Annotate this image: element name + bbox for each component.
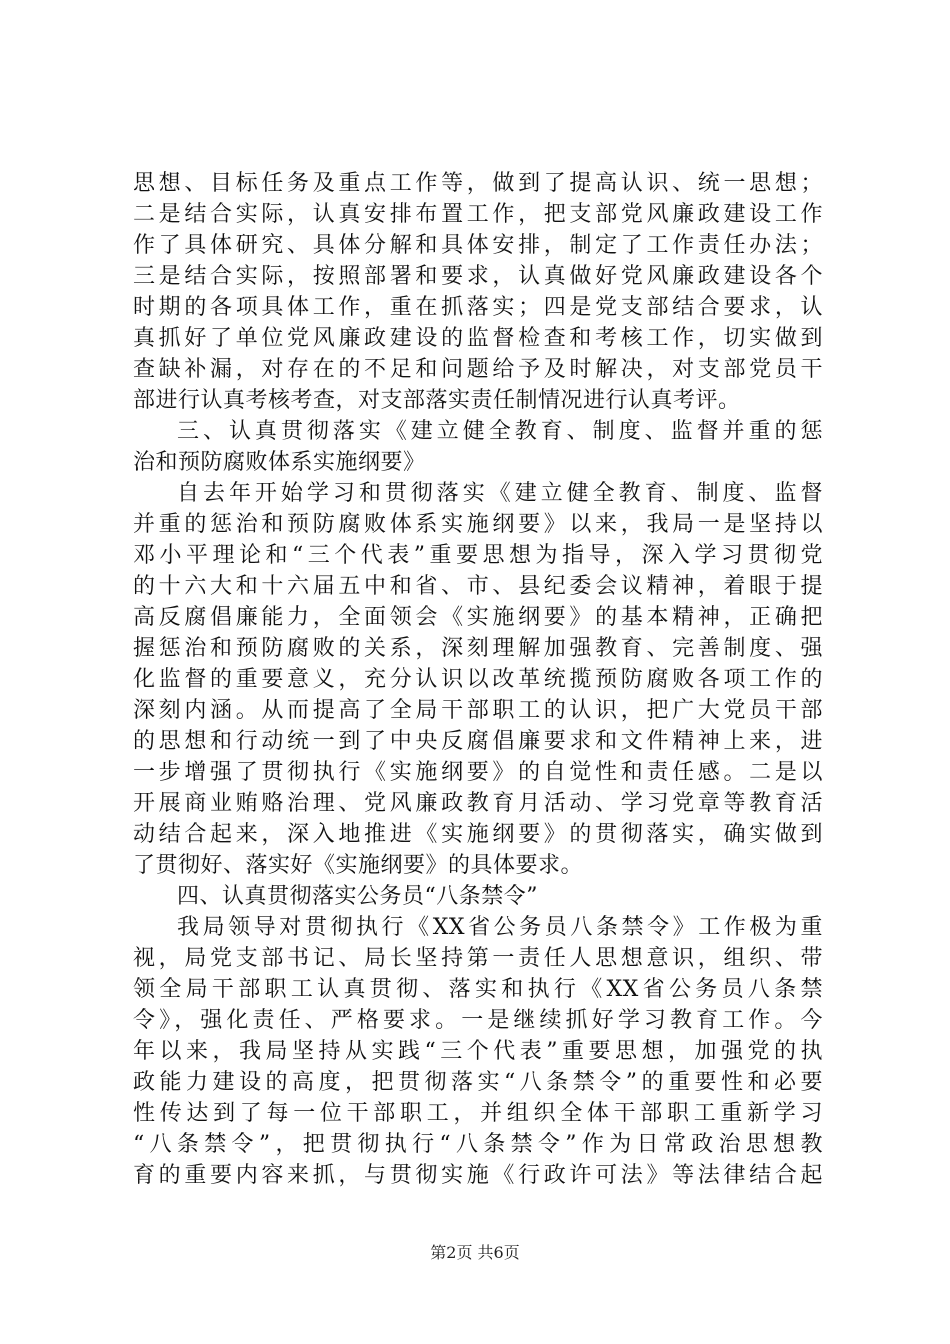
text-line: 的十六大和十六届五中和省、市、县纪委会议精神，着眼于提: [133, 574, 823, 599]
text-line: 深刻内涵。从而提高了全局干部职工的认识，把广大党员干部: [133, 698, 823, 723]
text-line: 的思想和行动统一到了中央反腐倡廉要求和文件精神上来，进: [133, 729, 823, 754]
text-line: 并重的惩治和预防腐败体系实施纲要》以来，我局一是坚持以: [133, 512, 823, 537]
section-heading-4: 四、认真贯彻落实公务员“八条禁令”: [177, 884, 538, 909]
text-line: “八条禁令”，把贯彻执行“八条禁令”作为日常政治思想教: [133, 1132, 823, 1157]
text-line: 领全局干部职工认真贯彻、落实和执行《XX省公务员八条禁: [133, 977, 823, 1002]
text-line: 视，局党支部书记、局长坚持第一责任人思想意识，组织、带: [133, 946, 823, 971]
section-heading-3-cont: 治和预防腐败体系实施纲要》: [133, 450, 426, 475]
text-line: 作了具体研究、具体分解和具体安排，制定了工作责任办法；: [133, 233, 823, 258]
body-text: [133, 168, 823, 1191]
text-line: 动结合起来，深入地推进《实施纲要》的贯彻落实，确实做到: [133, 822, 823, 847]
text-line: 我局领导对贯彻执行《XX省公务员八条禁令》工作极为重: [177, 915, 823, 940]
text-line: 开展商业贿赂治理、党风廉政教育月活动、学习党章等教育活: [133, 791, 823, 816]
text-line: 邓小平理论和“三个代表”重要思想为指导，深入学习贯彻党: [133, 543, 823, 568]
text-line: 了贯彻好、落实好《实施纲要》的具体要求。: [133, 853, 584, 878]
text-line: 令》，强化责任、严格要求。一是继续抓好学习教育工作。今: [133, 1008, 823, 1033]
text-line: 握惩治和预防腐败的关系，深刻理解加强教育、完善制度、强: [133, 636, 823, 661]
text-line: 真抓好了单位党风廉政建设的监督检查和考核工作，切实做到: [133, 326, 823, 351]
section-heading-3: 三、认真贯彻落实《建立健全教育、制度、监督并重的惩: [177, 419, 823, 444]
page-footer: 第2页 共6页: [430, 1243, 520, 1262]
text-line: 化监督的重要意义，充分认识以改革统揽预防腐败各项工作的: [133, 667, 823, 692]
text-line: 一步增强了贯彻执行《实施纲要》的自觉性和责任感。二是以: [133, 760, 823, 785]
text-line: 年以来，我局坚持从实践“三个代表”重要思想，加强党的执: [133, 1039, 823, 1064]
text-line: 三是结合实际，按照部署和要求，认真做好党风廉政建设各个: [133, 264, 823, 289]
text-line: 时期的各项具体工作，重在抓落实；四是党支部结合要求，认: [133, 295, 823, 320]
text-line: 二是结合实际，认真安排布置工作，把支部党风廉政建设工作: [133, 202, 823, 227]
text-line: 性传达到了每一位干部职工，并组织全体干部职工重新学习: [133, 1101, 823, 1126]
text-line: 自去年开始学习和贯彻落实《建立健全教育、制度、监督: [177, 481, 823, 506]
text-line: 政能力建设的高度，把贯彻落实“八条禁令”的重要性和必要: [133, 1070, 823, 1095]
text-line: 育的重要内容来抓，与贯彻实施《行政许可法》等法律结合起: [133, 1163, 823, 1188]
text-line: 思想、目标任务及重点工作等，做到了提高认识、统一思想；: [133, 171, 823, 196]
text-line: 高反腐倡廉能力，全面领会《实施纲要》的基本精神，正确把: [133, 605, 823, 630]
text-line: 查缺补漏，对存在的不足和问题给予及时解决，对支部党员干: [133, 357, 823, 382]
text-line: 部进行认真考核考查，对支部落实责任制情况进行认真考评。: [133, 388, 741, 413]
